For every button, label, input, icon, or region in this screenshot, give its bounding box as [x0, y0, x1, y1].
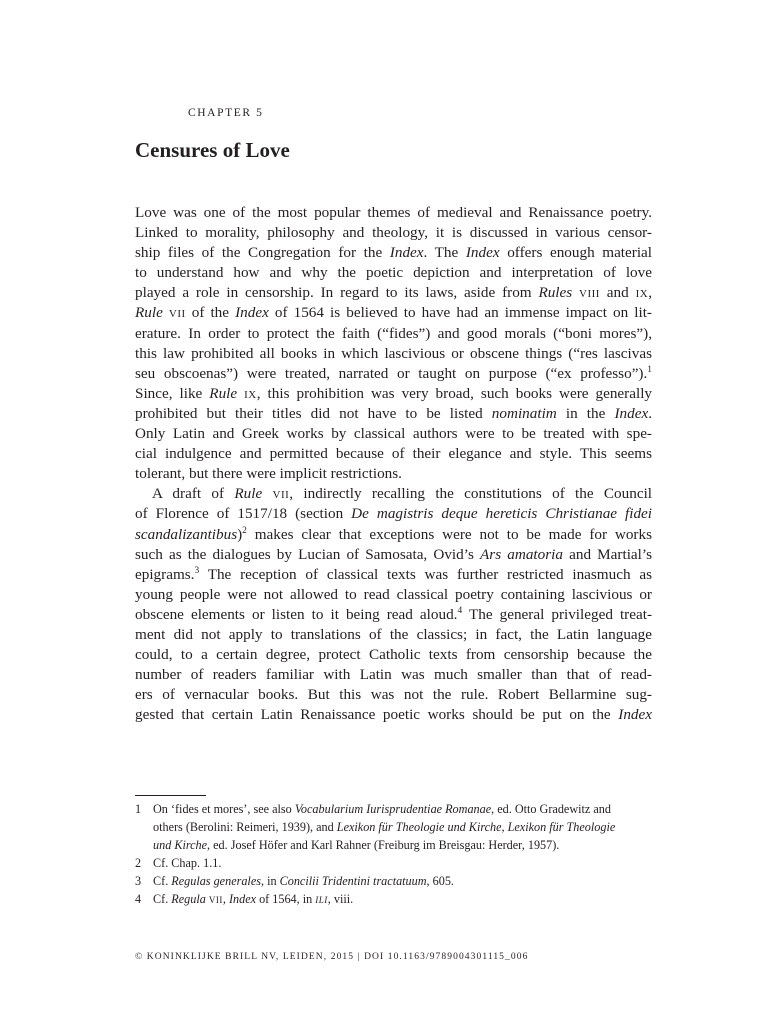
text-run: The general privileged treat- [462, 605, 652, 623]
text-line [135, 223, 652, 243]
text-run: in the [556, 404, 615, 422]
text-line [135, 263, 652, 283]
footnote-ref: 2 [242, 525, 247, 536]
footnote-line [153, 836, 652, 854]
italic-text: Rule [135, 304, 163, 322]
text-run: , viii. [327, 892, 354, 906]
italic-text: Index [228, 892, 257, 906]
italic-text: Rule [234, 485, 263, 503]
italic-text: Lexikon für Theologie und Kirche, Lexikon für Theologie [336, 820, 616, 834]
text-run: ix [635, 284, 649, 302]
footnote-number: 1 [135, 802, 142, 816]
text-run: , this prohibition was very broad, such books were generally [256, 384, 653, 402]
text-line [135, 504, 652, 524]
text-run: could, to a certain degree, protect Catholic texts from censorship because the [135, 646, 652, 664]
text-run: , ed. Otto Gradewitz and [491, 802, 611, 816]
text-run: Only Latin and Greek works by classical authors were to be treated with spe- [135, 425, 652, 443]
text-run: The reception of classical texts was further restricted inasmuch as [199, 565, 652, 583]
footnote [135, 872, 652, 890]
text-run: number of readers familiar with Latin was much smaller than that of read- [135, 666, 652, 684]
text-run: ix [244, 384, 257, 402]
footnote-number: 3 [135, 874, 142, 888]
text-run: seu obscoenas”) were treated, narrated or taught on purpose (“ex professo”). [135, 364, 648, 382]
text-line [135, 525, 652, 545]
body-text [135, 203, 652, 725]
italic-text: Index [618, 706, 652, 724]
text-run: epigrams. [135, 565, 195, 583]
text-run: tolerant, but there were implicit restrictions. [135, 465, 402, 483]
italic-text: Ars amatoria [480, 545, 563, 563]
footnote-number: 4 [135, 892, 142, 906]
text-run: vii [168, 304, 186, 322]
text-run: . The [423, 244, 466, 262]
text-line [135, 464, 652, 484]
footnote-rule [135, 795, 206, 796]
text-run: of 1564, in [256, 892, 316, 906]
text-line [135, 444, 652, 464]
italic-text: scandalizantibus [135, 525, 238, 543]
footnote-line [153, 800, 652, 818]
text-line [135, 283, 652, 303]
text-run: Love was one of the most popular themes of medieval and Renaissance poetry. [135, 204, 652, 221]
italic-text: De magistris deque hereticis Christianae fidei [351, 505, 653, 523]
footnote-line [153, 890, 652, 908]
italic-text: Index [465, 244, 500, 262]
text-run: , indirectly recalling the constitutions of the Council [289, 485, 653, 503]
text-run: played a role in censorship. In regard to its laws, aside from [135, 284, 539, 302]
text-run: cial indulgence and permitted because of their elegance and style. This seems [135, 445, 652, 463]
footnote [135, 890, 652, 908]
text-line [135, 484, 652, 504]
text-run: ment did not apply to translations of the classics; in fact, the Latin language [135, 625, 652, 643]
copyright-footer: © KONINKLIJKE BRILL NV, LEIDEN, 2015 | DOI 10.1163/9789004301115_006 [135, 952, 529, 962]
italic-text: und Kirche [153, 838, 208, 852]
italic-text: Rules [538, 284, 573, 302]
text-line [135, 545, 652, 565]
text-run: ) [237, 525, 243, 543]
footnote-ref: 4 [457, 605, 463, 616]
text-line [135, 384, 652, 404]
text-line [135, 565, 652, 585]
text-run: ship files of the Congregation for the [135, 244, 390, 262]
text-run: Linked to morality, philosophy and theology, it is discussed in various censor- [135, 224, 652, 242]
text-run: , 605. [426, 874, 454, 888]
text-run: such as the dialogues by Lucian of Samosata, Ovid’s [135, 545, 481, 563]
text-run: . [648, 404, 652, 422]
italic-text: ili [315, 892, 328, 906]
text-run: young people were not allowed to read classical poetry containing lascivious or [135, 585, 652, 603]
text-run: to understand how and why the poetic depiction and interpretation of love [135, 264, 652, 282]
footnote-ref: 1 [647, 364, 652, 375]
text-run: makes clear that exceptions were not to be made for works [246, 525, 652, 543]
text-run: , ed. Josef Höfer and Karl Rahner (Freiburg im Breisgau: Herder, 1957). [207, 838, 560, 852]
footnote-line [153, 818, 652, 836]
footnotes [135, 800, 652, 908]
footnote-ref: 3 [194, 565, 200, 576]
text-run: A draft of [152, 485, 235, 503]
text-run: vii [208, 892, 223, 906]
footnote [135, 800, 652, 854]
footnote-line [153, 854, 652, 872]
text-line [135, 665, 652, 685]
footnote-line [153, 872, 652, 890]
text-run: , in [260, 874, 280, 888]
text-run: of the [185, 304, 236, 322]
text-run: Cf. [153, 874, 172, 888]
chapter-label: CHAPTER 5 [188, 107, 264, 119]
text-run: obscene elements or listen to it being read aloud. [135, 605, 458, 623]
italic-text: nominatim [491, 404, 557, 422]
text-run [572, 284, 579, 301]
paragraph [135, 484, 652, 725]
text-run: Since, like [135, 384, 210, 402]
text-run: of 1564 is believed to have had an immense impact on lit- [268, 304, 652, 322]
text-run: vii [272, 485, 290, 503]
text-line [135, 203, 652, 223]
paragraph [135, 203, 652, 484]
text-line [135, 324, 652, 344]
footnote-number: 2 [135, 856, 142, 870]
text-run: of Florence of 1517/18 (section [135, 505, 352, 523]
italic-text: Index [235, 304, 269, 322]
italic-text: Regulas generales [171, 874, 261, 888]
text-run: and [599, 284, 636, 302]
text-line [135, 625, 652, 645]
text-run: offers enough material [499, 244, 653, 262]
footnote [135, 854, 652, 872]
italic-text: Regula [171, 892, 206, 906]
italic-text: Index [389, 244, 424, 262]
text-line [135, 424, 652, 444]
text-line [135, 705, 652, 725]
text-run: On ‘fides et mores’, see also [153, 802, 295, 816]
text-line [135, 685, 652, 705]
text-run: gested that certain Latin Renaissance poetic works should be put on the [135, 706, 619, 724]
text-run: and Martial’s [562, 545, 653, 563]
text-run: Cf. [153, 892, 172, 906]
text-run: viii [579, 284, 600, 302]
italic-text: Vocabularium Iurisprudentiae Romanae [294, 802, 492, 816]
text-line [135, 344, 652, 364]
text-line [135, 645, 652, 665]
text-run: this law prohibited all books in which lascivious or obscene things (“res lascivas [135, 344, 652, 362]
text-line [135, 303, 652, 323]
text-run: erature. In order to protect the faith (“fides”) and good morals (“boni mores”), [135, 324, 652, 342]
text-run: others (Berolini: Reimeri, 1939), and [153, 820, 337, 834]
text-line [135, 605, 652, 625]
text-line [135, 364, 652, 384]
italic-text: Rule [209, 384, 238, 402]
text-line [135, 404, 652, 424]
italic-text: Index [614, 404, 649, 422]
text-run: Cf. Chap. 1.1. [153, 856, 222, 870]
text-run: , [222, 892, 229, 906]
italic-text: Concilii Tridentini tractatuum [279, 874, 427, 888]
chapter-title: Censures of Love [135, 138, 290, 162]
text-line [135, 585, 652, 605]
text-line [135, 243, 652, 263]
text-run: , [648, 284, 652, 302]
text-run: ers of vernacular books. But this was not the rule. Robert Bellarmine sug- [135, 686, 652, 704]
text-run [262, 485, 272, 502]
text-run: prohibited but their titles did not have to be listed [135, 404, 492, 422]
